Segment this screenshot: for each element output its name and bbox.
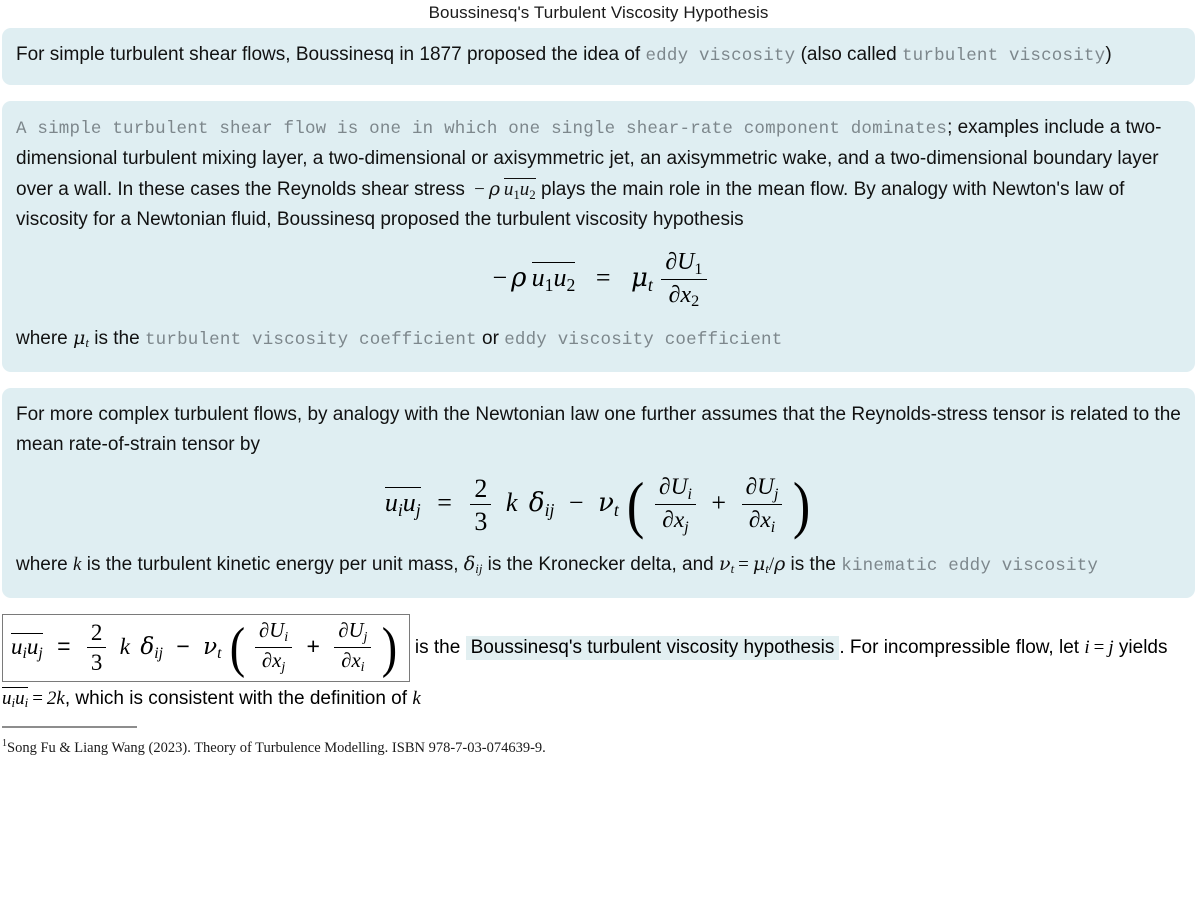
symbol-nu-t-relation: νt = μt/ρ [719,552,786,577]
mu-t-definition [16,323,1181,359]
symbol-k: k [73,553,82,575]
tensor-symbols-definition [16,549,1181,585]
where-text-1: is the turbulent kinetic energy per unit mass, [81,553,464,575]
boxed-equation-hypothesis: uiuj = $\frac{2}{3}$ k δij − νt ( $\frac{\partial Ui}{\partial xj}$ + $\frac{\partial Uj}{\partial xi}$ ) [2,614,410,682]
panel-intro [2,28,1195,85]
where-prefix-2: where [16,553,74,575]
conclusion-text-yields: yields [1113,637,1168,659]
where-mid-1: is the [88,327,145,349]
symbol-mu-t: μt [73,326,89,351]
where-text-2: is the Kronecker delta, and [482,553,719,575]
inline-i-equals-j: i = j [1084,637,1114,659]
code-turbulent-viscosity-coefficient: turbulent viscosity coefficient [144,329,477,350]
simple-shear-body-1: ; examples include a two-dimensional turbulent mixing layer, a two-dimensional or axisymmetric jet, an axisymmetric wake, and a two-dimensional boundary layer over a wall. In these cases the Reynolds shear stress [16,117,1162,200]
footnote-marker: 1 [2,737,7,749]
where-or: or [476,327,505,349]
footnote-divider [2,726,137,728]
intro-paragraph [16,40,1181,71]
code-eddy-viscosity: eddy viscosity [645,46,796,66]
symbol-final-k: k [412,687,421,709]
inline-equation-reynolds-stress: − ρ u1u2 [474,178,536,202]
intro-text-tail: ) [1105,44,1112,65]
code-turbulent-viscosity: turbulent viscosity [901,46,1106,66]
equation-reynolds-stress-tensor: uiuj = $\frac{2}{3}$ k δij − νt ( $\frac{\partial Ui}{\partial xj}$ + $\frac{\partial Uj}{\partial xi}$ ) [384,469,811,541]
code-kinematic-eddy-viscosity: kinematic eddy viscosity [841,555,1099,576]
code-eddy-viscosity-coefficient: eddy viscosity coefficient [504,329,783,350]
intro-text-mid: (also called [795,44,902,65]
equation-boussinesq-shear: − ρ u1u2 = μt $\frac{\partial U1}{\partial x2}$ [16,249,1181,311]
conclusion-text-end: , which is consistent with the definition of [64,687,413,709]
simple-shear-body-2: plays the main role in the mean flow. By analogy with Newton's law of viscosity for a Newtonian fluid, Boussinesq proposed the turbulent viscosity hypothesis [16,179,1125,230]
footnote-text: Song Fu & Liang Wang (2023). Theory of Turbulence Modelling. ISBN 978-7-03-074639-9. [7,739,546,756]
simple-shear-paragraph [16,113,1181,235]
inline-uiui-equals-2k: uiui = 2k [2,687,65,711]
symbol-delta-ij: δij [463,552,483,577]
footnote [2,738,1197,757]
complex-flows-intro: For more complex turbulent flows, by analogy with the Newtonian law one further assumes that the Reynolds-stress tensor is related to the mean rate-of-strain tensor by [16,404,1181,456]
conclusion-section [2,614,1195,716]
panel-simple-shear [2,101,1195,372]
where-text-3: is the [785,553,842,575]
panel-complex-flows [2,388,1195,598]
conclusion-text-after: . For incompressible flow, let [839,637,1085,659]
highlighted-term-hypothesis: Boussinesq's turbulent viscosity hypothesis [466,636,840,660]
conclusion-text-is-the: is the [409,637,466,659]
intro-text-lead: For simple turbulent shear flows, Boussinesq in 1877 proposed the idea of [16,44,646,65]
where-prefix-1: where [16,327,74,349]
code-simple-shear-definition: A simple turbulent shear flow is one in which one single shear-rate component dominates [16,119,948,139]
page-title: Boussinesq's Turbulent Viscosity Hypothesis [428,3,769,22]
